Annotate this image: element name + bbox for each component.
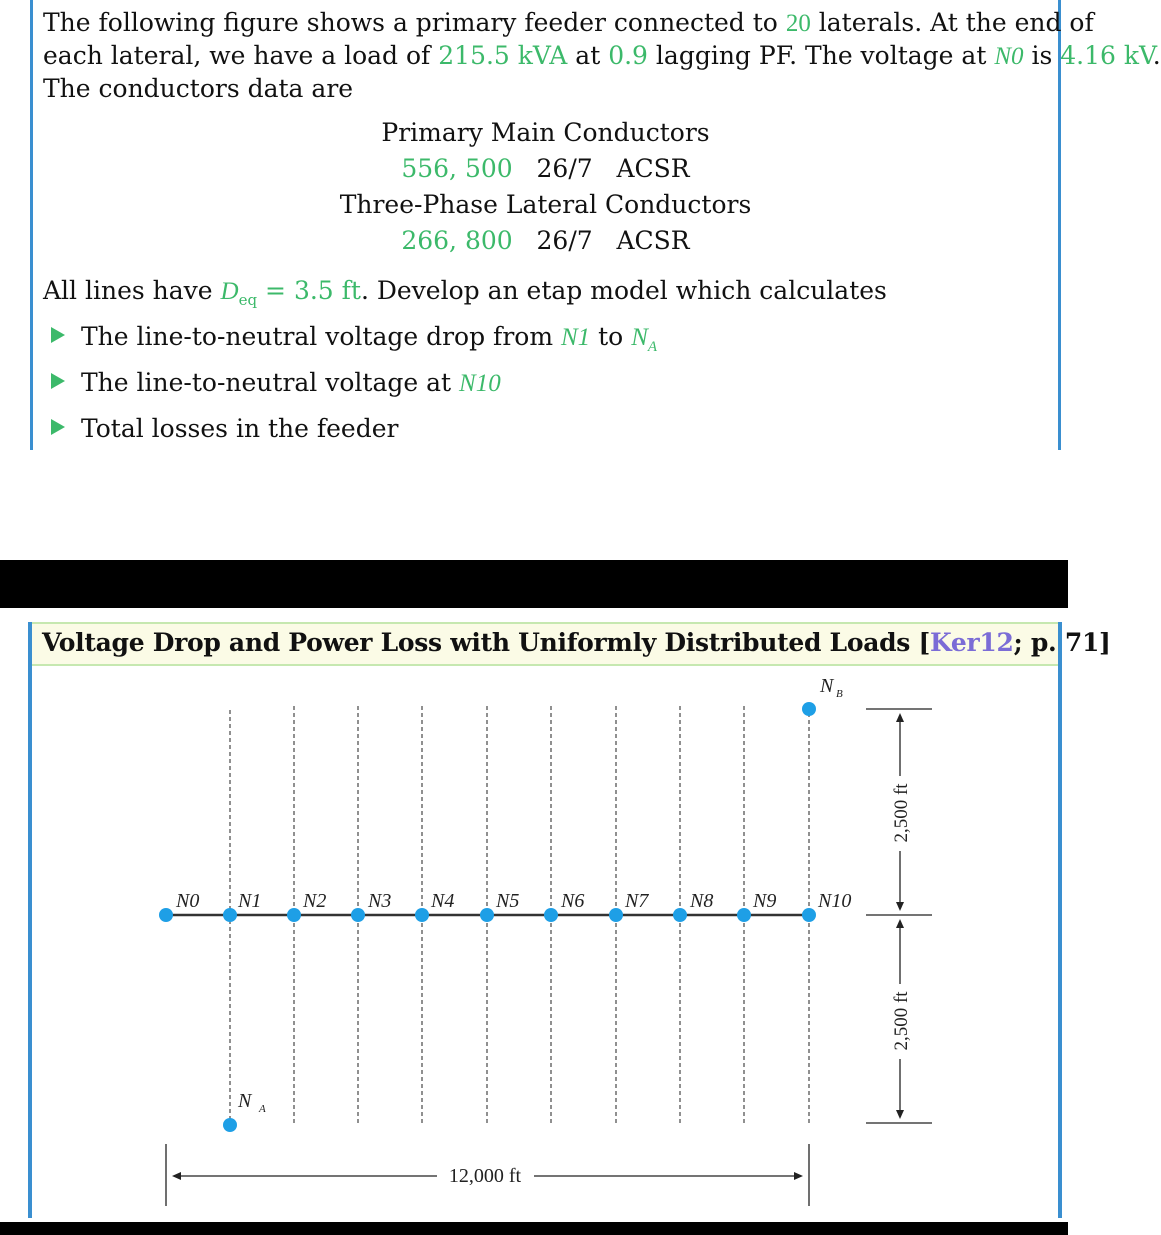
arrow-down-icon — [896, 1110, 904, 1119]
vertical-dimension — [866, 709, 932, 1123]
label-nb: N — [820, 675, 834, 697]
voltage-kv: 4.16 kV — [1060, 41, 1153, 70]
text: is — [1031, 41, 1053, 70]
problem-panel — [30, 0, 1161, 450]
bullet-voltage-drop — [51, 322, 657, 356]
label-n0: N0 — [176, 890, 200, 912]
triangle-bullet-icon — [51, 419, 65, 435]
feeder-diagram — [32, 666, 1058, 1218]
text: The line-to-neutral voltage at — [81, 368, 452, 397]
text: . — [1152, 41, 1161, 70]
deq-line — [43, 274, 887, 317]
text: each lateral, we have a load of — [43, 41, 431, 70]
triangle-bullet-icon — [51, 327, 65, 343]
to-node-sub: A — [647, 339, 658, 355]
text: . Develop an etap model which calculates — [360, 276, 887, 305]
lateral-size: 266, 800 — [401, 226, 513, 255]
node-nb[interactable] — [802, 702, 816, 716]
n0-label: N0 — [994, 43, 1024, 70]
dim-lower-label: 2,500 ft — [891, 991, 912, 1051]
feeder-nodes — [159, 702, 816, 1132]
text: laterals. At the end of — [818, 8, 1094, 37]
triangle-bullet-icon — [51, 373, 65, 389]
bullet-voltage-n10 — [51, 368, 501, 398]
problem-line-2 — [43, 39, 1161, 73]
text: lagging PF. The voltage at — [655, 41, 987, 70]
text: The line-to-neutral voltage drop from — [81, 322, 554, 351]
text: to — [598, 322, 624, 351]
node-n1[interactable] — [223, 908, 237, 922]
problem-line-1 — [43, 6, 1094, 40]
text: Total losses in the feeder — [81, 414, 399, 443]
lateral-conductor-row — [33, 224, 1058, 258]
node-n4[interactable] — [415, 908, 429, 922]
label-n6: N6 — [561, 890, 585, 912]
arrow-down-icon — [896, 902, 904, 911]
label-nb-sub: B — [836, 688, 843, 700]
label-na: N — [238, 1090, 252, 1112]
node-na[interactable] — [223, 1118, 237, 1132]
label-n3: N3 — [368, 890, 392, 912]
node-n0[interactable] — [159, 908, 173, 922]
primary-conductor-row — [33, 152, 1058, 186]
label-n9: N9 — [753, 890, 777, 912]
primary-type: ACSR — [616, 154, 690, 183]
node-n6[interactable] — [544, 908, 558, 922]
label-n5: N5 — [496, 890, 520, 912]
deq-symbol: D — [220, 278, 239, 305]
text: at — [575, 41, 601, 70]
dim-upper-label: 2,500 ft — [891, 783, 912, 843]
primary-heading: Primary Main Conductors — [381, 118, 710, 147]
arrow-left-icon — [172, 1172, 181, 1180]
node-n8[interactable] — [673, 908, 687, 922]
n10-node: N10 — [459, 370, 501, 397]
figure-title — [42, 628, 1111, 657]
primary-size: 556, 500 — [401, 154, 513, 183]
to-node: N — [631, 324, 648, 351]
bottom-black-band — [0, 1222, 1068, 1235]
laterals-count: 20 — [785, 10, 811, 37]
dim-length-label: 12,000 ft — [448, 1165, 522, 1187]
text: ; p. 71] — [1013, 628, 1111, 657]
figure-header — [32, 622, 1111, 666]
label-n10: N10 — [818, 890, 852, 912]
node-n2[interactable] — [287, 908, 301, 922]
label-n2: N2 — [303, 890, 327, 912]
arrow-up-icon — [896, 713, 904, 722]
primary-strand: 26/7 — [536, 154, 593, 183]
node-n10[interactable] — [802, 908, 816, 922]
pf-value: 0.9 — [608, 41, 648, 70]
lateral-strand: 26/7 — [536, 226, 593, 255]
deq-value: = 3.5 ft — [265, 276, 361, 305]
lateral-heading: Three-Phase Lateral Conductors — [339, 190, 752, 219]
text: The following figure shows a primary feeder connected to — [43, 8, 778, 37]
figure-panel — [28, 622, 1111, 1218]
load-kva: 215.5 kVA — [438, 41, 568, 70]
from-node: N1 — [560, 324, 591, 351]
label-n1: N1 — [238, 890, 262, 912]
deq-sub: eq — [238, 291, 258, 309]
label-n7: N7 — [625, 890, 649, 912]
text: All lines have — [43, 276, 213, 305]
reference-link[interactable]: Ker12 — [930, 628, 1014, 657]
arrow-right-icon — [794, 1172, 803, 1180]
node-n7[interactable] — [609, 908, 623, 922]
problem-line-3: The conductors data are — [43, 74, 354, 103]
label-n8: N8 — [690, 890, 714, 912]
arrow-up-icon — [896, 919, 904, 928]
label-n4: N4 — [431, 890, 455, 912]
node-n3[interactable] — [351, 908, 365, 922]
node-labels — [175, 675, 851, 1115]
bullet-losses — [51, 414, 398, 443]
black-separator — [0, 560, 1068, 608]
node-n9[interactable] — [737, 908, 751, 922]
lateral-type: ACSR — [616, 226, 690, 255]
text: Voltage Drop and Power Loss with Uniformly Distributed Loads [ — [42, 628, 930, 657]
label-na-sub: A — [259, 1103, 266, 1115]
node-n5[interactable] — [480, 908, 494, 922]
